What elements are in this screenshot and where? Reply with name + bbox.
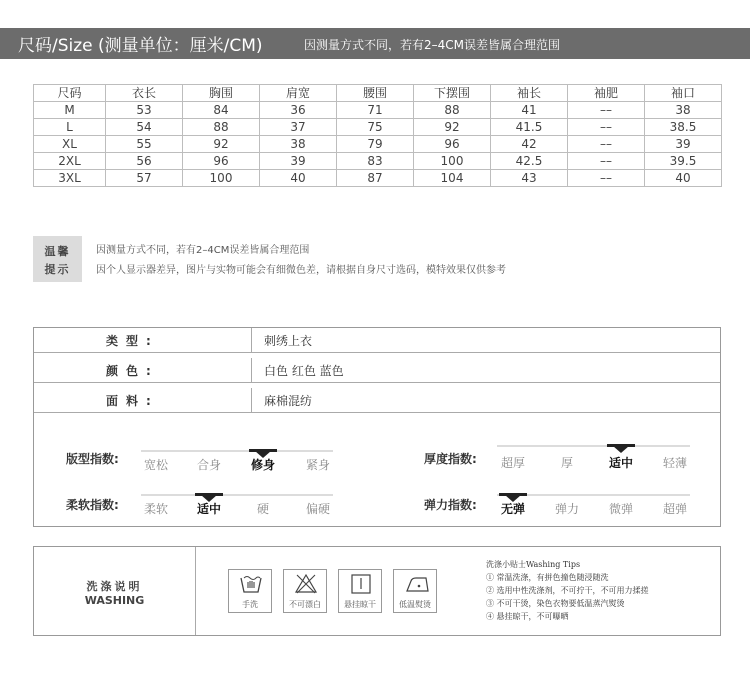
no-bleach-label: 不可漂白 (289, 600, 321, 609)
table-cell: 79 (337, 136, 414, 153)
hang-dry-label: 悬挂晾干 (344, 600, 376, 609)
table-cell: L (34, 119, 106, 136)
table-cell: 96 (414, 136, 491, 153)
softness-scale-label: 柔软指数: (66, 498, 119, 512)
col-header: 胸围 (183, 85, 260, 102)
table-cell: 38 (260, 136, 337, 153)
table-cell: 39 (260, 153, 337, 170)
table-cell: –– (568, 102, 645, 119)
washing-tips-title: 洗涤小贴士Washing Tips (486, 560, 581, 569)
softness-option: 偏硬 (305, 502, 331, 516)
washing-tip: ③ 不可干烫，染色衣物要低温蒸汽熨烫 (486, 599, 625, 608)
table-cell: 55 (106, 136, 183, 153)
table-cell: 53 (106, 102, 183, 119)
col-header: 袖肥 (568, 85, 645, 102)
table-cell: 96 (183, 153, 260, 170)
table-cell: XL (34, 136, 106, 153)
thickness-scale-marker (613, 446, 629, 453)
softness-scale-track (141, 494, 333, 496)
hand-wash-label: 手洗 (242, 600, 258, 609)
fit-option-selected: 修身 (250, 458, 276, 472)
attr-key: 颜色: (106, 364, 159, 378)
table-cell: 41 (491, 102, 568, 119)
washing-tip: ④ 悬挂晾干，不可曝晒 (486, 612, 569, 621)
table-cell: 88 (183, 119, 260, 136)
thickness-option-selected: 适中 (608, 456, 634, 470)
table-cell: 71 (337, 102, 414, 119)
table-cell: 37 (260, 119, 337, 136)
size-header-subtitle: 因测量方式不同，若有2–4CM误差皆属合理范围 (304, 38, 561, 52)
col-header: 腰围 (337, 85, 414, 102)
col-header: 衣长 (106, 85, 183, 102)
attr-value: 刺绣上衣 (264, 334, 313, 348)
fit-option: 紧身 (305, 458, 331, 472)
elasticity-scale-label: 弹力指数: (424, 498, 477, 512)
attr-value: 白色 红色 蓝色 (264, 364, 344, 378)
table-row (34, 170, 722, 187)
table-cell: 92 (414, 119, 491, 136)
attr-row-fabric (34, 388, 720, 413)
col-header: 袖长 (491, 85, 568, 102)
elasticity-option-selected: 无弹 (500, 502, 526, 516)
table-cell: 38.5 (645, 119, 722, 136)
table-row (34, 102, 722, 119)
table-cell: 2XL (34, 153, 106, 170)
table-row (34, 153, 722, 170)
elasticity-option: 微弹 (608, 502, 634, 516)
table-cell: 39 (645, 136, 722, 153)
size-table (33, 84, 722, 187)
table-cell: 104 (414, 170, 491, 187)
warm-tip-text-1: 因测量方式不同，若有2–4CM误差皆属合理范围 (96, 245, 310, 256)
table-cell: 54 (106, 119, 183, 136)
product-attributes-box (33, 327, 721, 527)
thickness-scale-label: 厚度指数: (424, 452, 477, 466)
attr-key: 面料: (106, 394, 159, 408)
washing-divider (195, 547, 196, 635)
table-cell: 100 (414, 153, 491, 170)
fit-option: 宽松 (143, 458, 169, 472)
table-cell: 100 (183, 170, 260, 187)
table-cell: 36 (260, 102, 337, 119)
table-cell: 87 (337, 170, 414, 187)
thickness-scale-track (497, 445, 690, 447)
table-cell: –– (568, 170, 645, 187)
table-cell: –– (568, 136, 645, 153)
thickness-option: 轻薄 (662, 456, 688, 470)
table-cell: 42 (491, 136, 568, 153)
warm-tip-badge-line1: 温馨 (44, 245, 71, 258)
attr-row-type (34, 328, 720, 353)
table-cell: 92 (183, 136, 260, 153)
softness-option: 硬 (256, 502, 270, 516)
table-cell: 39.5 (645, 153, 722, 170)
attr-value: 麻棉混纺 (264, 394, 313, 408)
softness-option: 柔软 (143, 502, 169, 516)
col-header: 尺码 (34, 85, 106, 102)
table-cell: M (34, 102, 106, 119)
table-row (34, 136, 722, 153)
table-cell: 88 (414, 102, 491, 119)
col-header: 肩宽 (260, 85, 337, 102)
table-cell: 38 (645, 102, 722, 119)
table-cell: –– (568, 153, 645, 170)
fit-scale-label: 版型指数: (66, 452, 119, 466)
low-iron-label: 低温熨烫 (399, 600, 431, 609)
warm-tip-text-2: 因个人显示器差异，图片与实物可能会有细微色差，请根据自身尺寸选码，模特效果仅供参考 (96, 265, 506, 276)
table-cell: 3XL (34, 170, 106, 187)
hang-dry-icon (338, 569, 382, 613)
warm-tip-badge (33, 236, 82, 282)
col-header: 袖口 (645, 85, 722, 102)
size-header-bar (0, 28, 750, 59)
thickness-option: 厚 (560, 456, 574, 470)
elasticity-option: 弹力 (554, 502, 580, 516)
no-bleach-icon (283, 569, 327, 613)
table-cell: 56 (106, 153, 183, 170)
washing-title-cn: 洗涤说明 (86, 580, 143, 593)
table-cell: 75 (337, 119, 414, 136)
washing-tip: ② 选用中性洗涤剂，不可拧干，不可用力揉搓 (486, 586, 649, 595)
table-cell: 43 (491, 170, 568, 187)
table-cell: –– (568, 119, 645, 136)
softness-option-selected: 适中 (196, 502, 222, 516)
table-cell: 42.5 (491, 153, 568, 170)
low-iron-icon (393, 569, 437, 613)
table-cell: 57 (106, 170, 183, 187)
table-cell: 40 (645, 170, 722, 187)
table-cell: 40 (260, 170, 337, 187)
size-header-title: 尺码/Size (测量单位：厘米/CM) (18, 36, 263, 56)
attr-row-color (34, 358, 720, 383)
col-header: 下摆围 (414, 85, 491, 102)
elasticity-option: 超弹 (662, 502, 688, 516)
table-cell: 41.5 (491, 119, 568, 136)
table-cell: 83 (337, 153, 414, 170)
washing-tip: ① 常温洗涤，有拼色撞色随浸随洗 (486, 573, 609, 582)
table-cell: 84 (183, 102, 260, 119)
fit-scale-track (141, 450, 333, 452)
washing-instructions-box (33, 546, 721, 636)
size-table-header-row (34, 85, 722, 102)
warm-tip-badge-line2: 提示 (44, 263, 71, 276)
attr-key: 类型: (106, 334, 159, 348)
fit-option: 合身 (196, 458, 222, 472)
thickness-option: 超厚 (500, 456, 526, 470)
hand-wash-icon (228, 569, 272, 613)
table-row (34, 119, 722, 136)
washing-title-en: WASHING (84, 594, 145, 607)
